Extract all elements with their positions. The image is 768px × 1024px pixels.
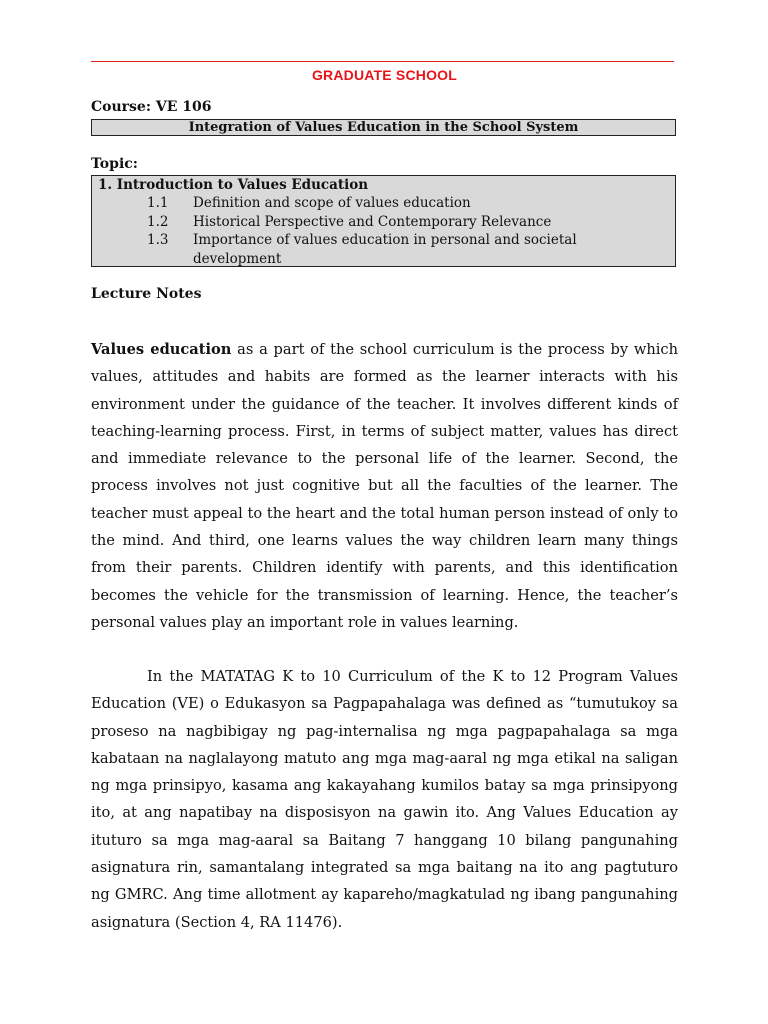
paragraph-matatag-curriculum: In the MATATAG K to 10 Curriculum of the K to 12 Program Values Education (VE) o Edukasyon sa Pagpapahalaga was defined as “tumutukoy sa proseso na nagbibigay ng pag-internalisa ng mga pagpapahalaga sa mga kabataan na naglalayong matuto ang mga mag-aaral ng mga etikal na saligan ng mga prinsipyo, kasama ang kakayahang kumilos batay sa mga prinsipyong ito, at ang napatibay na disposisyon na gawin ito. Ang Values Education ay ituturo sa mga mag-aaral sa Baitang 7 hanggang 10 bilang pangunahing asignatura rin, samantalang integrated sa mga baitang na ito ang pagtuturo ng GMRC. Ang time allotment ay kapareho/magkatulad ng ibang pangunahing asignatura (Section 4, RA 11476). [91,668,678,931]
header-rule [91,61,674,62]
subtopic-number: 1.2 [147,214,169,230]
course-title-box [91,119,676,136]
paragraph-values-education [91,336,678,636]
subtopic-number: 1.1 [147,195,169,211]
subtopic-number: 1.3 [147,232,169,248]
subtopic-text: Historical Perspective and Contemporary Relevance [193,214,552,230]
course-label: Course: VE 106 [91,99,212,115]
lecture-notes-heading: Lecture Notes [91,286,202,302]
topic-label: Topic: [91,156,138,172]
paragraph-body: as a part of the school curriculum is the process by which values, attitudes and habits are formed as the learner interacts with his environment under the guidance of the teacher. It involves different kinds of teaching-learning process. First, in terms of subject matter, values has direct and immediate relevance to the personal life of the learner. Second, the process involves not just cognitive but all the faculties of the learner. The teacher must appeal to the heart and the total human person instead of only to the mind. And third, one learns values the way children learn many things from their parents. Children identify with parents, and this identification becomes the vehicle for the transmission of learning. Hence, the teacher’s personal values play an important role in values learning. [91,341,678,631]
paragraph-lead-term: Values education [91,341,232,358]
school-heading: GRADUATE SCHOOL [311,67,458,83]
course-title: Integration of Values Education in the School System [188,120,579,135]
topic-main-title: 1. Introduction to Values Education [98,177,369,193]
subtopic-text: Definition and scope of values education [193,195,471,211]
subtopic-text: Importance of values education in personal and societal development [193,232,577,267]
topic-box [91,175,676,267]
